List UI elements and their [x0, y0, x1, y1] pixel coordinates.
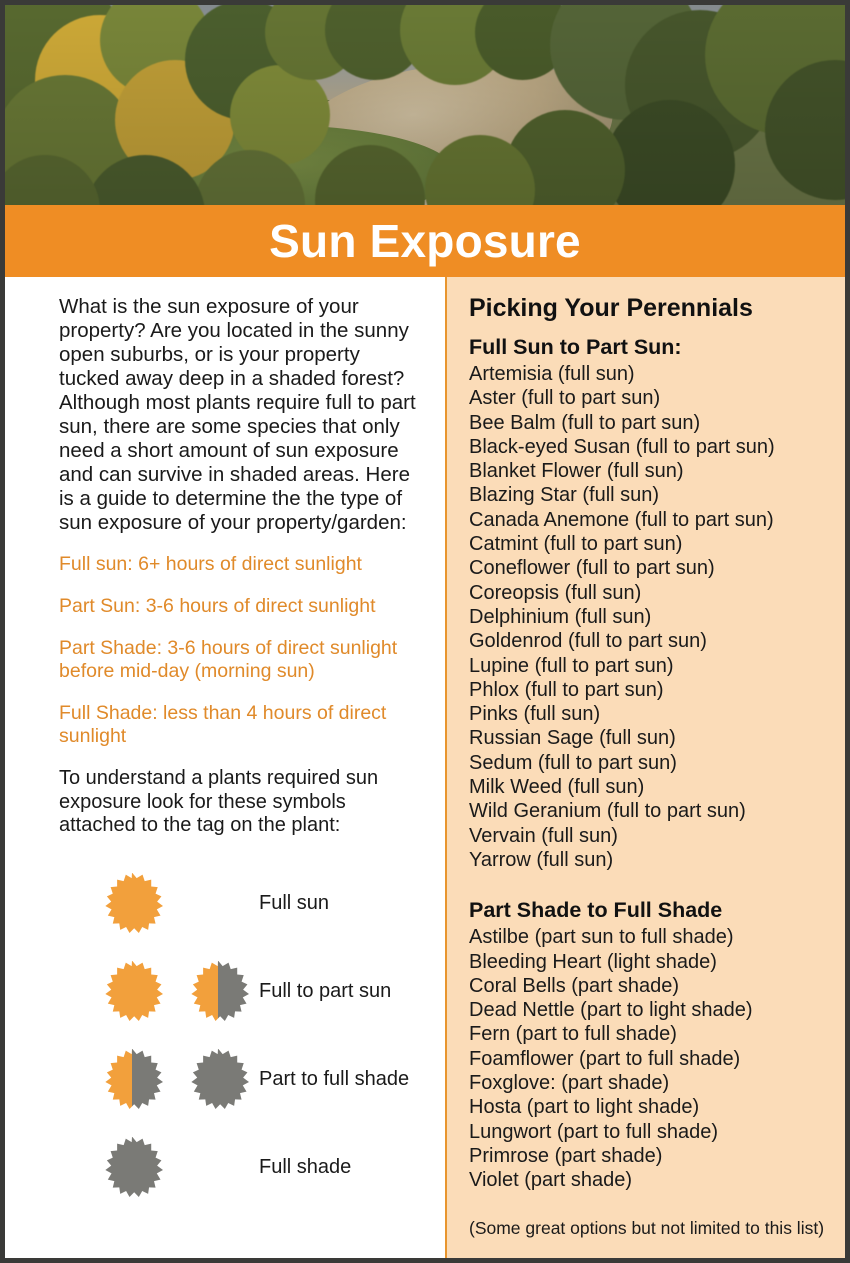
plant-item: Wild Geranium (full to part sun)	[469, 800, 746, 823]
poster-content	[5, 277, 845, 1258]
plant-item: Coral Bells (part shade)	[469, 974, 680, 997]
plant-item: Fern (part to full shade)	[469, 1023, 677, 1046]
plant-item: Aster (full to part sun)	[469, 387, 661, 410]
plant-item: Pinks (full sun)	[469, 703, 601, 726]
full-sun-icon	[101, 961, 163, 1023]
plant-item: Black-eyed Susan (full to part sun)	[469, 435, 775, 458]
legend-label: Full shade	[259, 1156, 352, 1178]
plant-item: Russian Sage (full sun)	[469, 727, 676, 750]
legend-icons	[59, 1049, 259, 1111]
poster-title-bar	[5, 205, 845, 277]
plant-item: Blanket Flower (full sun)	[469, 460, 684, 483]
half-sun-icon	[187, 961, 249, 1023]
legend-label: Full to part sun	[259, 980, 392, 1002]
plant-item: Canada Anemone (full to part sun)	[469, 508, 774, 531]
legend-label: Full sun	[259, 892, 330, 914]
definition-part-sun: Part Sun: 3-6 hours of direct sunlight	[59, 595, 376, 617]
plant-item: Violet (part shade)	[469, 1169, 633, 1192]
definition-part-shade: Part Shade: 3-6 hours of direct sunlight before mid-day (morning sun)	[59, 637, 398, 682]
legend-row-full-shade	[59, 1124, 423, 1212]
plant-item: Astilbe (part sun to full shade)	[469, 926, 734, 949]
plant-item: Phlox (full to part sun)	[469, 678, 664, 701]
plant-item: Goldenrod (full to part sun)	[469, 630, 707, 653]
plant-item: Primrose (part shade)	[469, 1144, 663, 1167]
group-heading-full-sun: Full Sun to Part Sun:	[469, 335, 682, 359]
hero-photo	[5, 5, 845, 205]
plant-item: Blazing Star (full sun)	[469, 484, 660, 507]
half-sun-icon	[101, 1049, 163, 1111]
group-spacer	[469, 872, 827, 898]
plant-item: Delphinium (full sun)	[469, 605, 652, 628]
right-column	[445, 277, 845, 1258]
group-heading-shade: Part Shade to Full Shade	[469, 898, 723, 923]
list-footnote: (Some great options but not limited to this list)	[469, 1217, 825, 1238]
legend-row-full-to-part-sun	[59, 948, 423, 1036]
page-title: Sun Exposure	[269, 215, 581, 267]
symbols-intro-paragraph: To understand a plants required sun exposure look for these symbols attached to the tag on the plant:	[59, 767, 379, 836]
legend-icons	[59, 1137, 259, 1199]
definition-full-shade: Full Shade: less than 4 hours of direct sunlight	[59, 702, 387, 747]
plant-item: Hosta (part to light shade)	[469, 1096, 700, 1119]
plant-item: Coreopsis (full sun)	[469, 581, 642, 604]
legend-row-part-to-full-shade	[59, 1036, 423, 1124]
plant-item: Dead Nettle (part to light shade)	[469, 999, 753, 1022]
plant-item: Lupine (full to part sun)	[469, 654, 674, 677]
legend-row-full-sun	[59, 860, 423, 948]
legend-icons	[59, 873, 259, 935]
plant-item: Vervain (full sun)	[469, 824, 618, 847]
perennials-title: Picking Your Perennials	[469, 294, 753, 322]
plant-item: Foamflower (part to full shade)	[469, 1047, 741, 1070]
full-shade-icon	[187, 1049, 249, 1111]
plant-item: Sedum (full to part sun)	[469, 751, 677, 774]
intro-paragraph: What is the sun exposure of your property? Are you located in the sunny open suburbs, or is your property tucked away deep in a shaded forest? Although most plants require full to part sun, there are some species that only need a short amount of sun exposure and can survive in shaded areas. Here is a guide to determine the the type of sun exposure of your property/garden:	[59, 295, 416, 534]
legend-label: Part to full shade	[259, 1068, 410, 1090]
plant-item: Foxglove: (part shade)	[469, 1072, 670, 1095]
symbol-legend	[59, 860, 423, 1212]
left-column	[5, 277, 445, 1258]
legend-icons	[59, 961, 259, 1023]
plant-item: Bee Balm (full to part sun)	[469, 411, 701, 434]
plant-item: Catmint (full to part sun)	[469, 533, 683, 556]
plant-item: Lungwort (part to full shade)	[469, 1120, 719, 1143]
plant-item: Coneflower (full to part sun)	[469, 557, 715, 580]
full-sun-icon	[101, 873, 163, 935]
full-shade-icon	[101, 1137, 163, 1199]
plant-item: Milk Weed (full sun)	[469, 776, 645, 799]
plant-item: Bleeding Heart (light shade)	[469, 950, 717, 973]
plant-item: Yarrow (full sun)	[469, 848, 614, 871]
plant-item: Artemisia (full sun)	[469, 363, 635, 385]
definition-full-sun: Full sun: 6+ hours of direct sunlight	[59, 553, 362, 575]
